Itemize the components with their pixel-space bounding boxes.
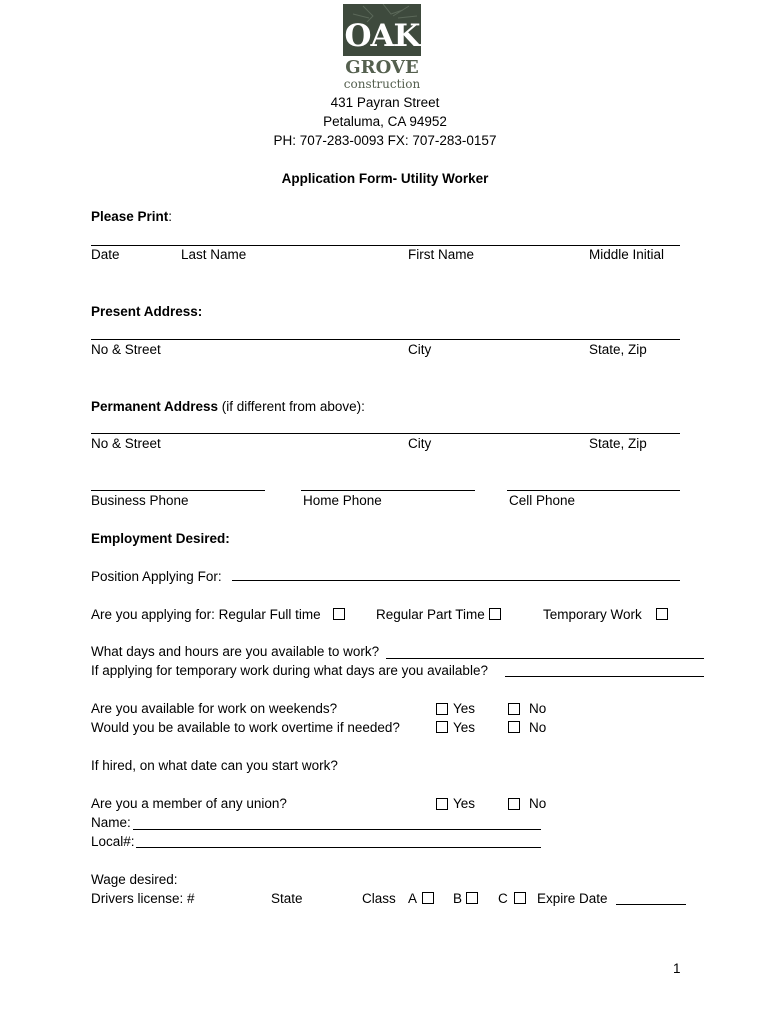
permanent-city-label: City bbox=[408, 436, 432, 451]
present-city-label: City bbox=[408, 342, 432, 357]
overtime-question: Would you be available to work overtime if needed? bbox=[91, 720, 400, 735]
union-yes-label: Yes bbox=[453, 796, 476, 811]
logo-construction-text: construction bbox=[343, 77, 421, 91]
temporary-days-label: If applying for temporary work during what days are you available? bbox=[91, 663, 488, 678]
label-last-name: Last Name bbox=[181, 247, 247, 262]
cell-phone-label: Cell Phone bbox=[509, 493, 576, 508]
expire-date-line[interactable] bbox=[616, 904, 686, 905]
present-state-zip-label: State, Zip bbox=[589, 342, 647, 357]
company-city: Petaluma, CA 94952 bbox=[323, 114, 447, 129]
temporary-label: Temporary Work bbox=[543, 607, 642, 622]
part-time-label: Regular Part Time bbox=[376, 607, 485, 622]
overtime-no-checkbox[interactable] bbox=[508, 721, 520, 733]
class-c-checkbox[interactable] bbox=[514, 892, 526, 904]
class-a-label: A bbox=[408, 891, 418, 906]
union-question: Are you a member of any union? bbox=[91, 796, 287, 811]
position-line[interactable] bbox=[232, 580, 680, 581]
business-phone-line[interactable] bbox=[91, 490, 265, 491]
weekends-yes-checkbox[interactable] bbox=[436, 703, 448, 715]
union-no-label: No bbox=[529, 796, 547, 811]
logo-grove-text: GROVE bbox=[345, 57, 419, 78]
union-local-line[interactable] bbox=[136, 847, 541, 848]
license-class-label: Class bbox=[362, 891, 396, 906]
position-label: Position Applying For: bbox=[91, 569, 222, 584]
permanent-state-zip-label: State, Zip bbox=[589, 436, 647, 451]
overtime-yes-checkbox[interactable] bbox=[436, 721, 448, 733]
weekends-question: Are you available for work on weekends? bbox=[91, 701, 338, 716]
weekends-yes-label: Yes bbox=[453, 701, 476, 716]
present-address-line[interactable] bbox=[91, 339, 680, 340]
permanent-street-label: No & Street bbox=[91, 436, 161, 451]
permanent-address-heading bbox=[91, 399, 365, 414]
logo-background bbox=[343, 4, 421, 56]
company-street: 431 Payran Street bbox=[330, 95, 440, 110]
logo-oak-text: OAK bbox=[344, 18, 420, 54]
expire-date-label: Expire Date bbox=[537, 891, 608, 906]
permanent-address-note: (if different from above): bbox=[218, 399, 365, 414]
present-address-heading: Present Address: bbox=[91, 304, 203, 319]
temporary-days-line[interactable] bbox=[505, 676, 704, 677]
class-b-checkbox[interactable] bbox=[466, 892, 478, 904]
start-date-question: If hired, on what date can you start work? bbox=[91, 758, 338, 773]
part-time-checkbox[interactable] bbox=[489, 608, 501, 620]
company-phone-fax: PH: 707-283-0093 FX: 707-283-0157 bbox=[273, 133, 497, 148]
applying-for-label: Are you applying for: Regular Full time bbox=[91, 607, 321, 622]
home-phone-line[interactable] bbox=[301, 490, 475, 491]
wage-label: Wage desired: bbox=[91, 872, 178, 887]
weekends-no-checkbox[interactable] bbox=[508, 703, 520, 715]
company-logo bbox=[343, 4, 421, 90]
class-b-label: B bbox=[453, 891, 463, 906]
days-hours-label: What days and hours are you available to work? bbox=[91, 644, 380, 659]
permanent-address-label: Permanent Address bbox=[91, 399, 219, 414]
overtime-no-label: No bbox=[529, 720, 547, 735]
full-time-checkbox[interactable] bbox=[333, 608, 345, 620]
home-phone-label: Home Phone bbox=[303, 493, 382, 508]
license-label: Drivers license: # bbox=[91, 891, 195, 906]
union-no-checkbox[interactable] bbox=[508, 798, 520, 810]
form-title: Application Form- Utility Worker bbox=[281, 171, 489, 186]
business-phone-label: Business Phone bbox=[91, 493, 189, 508]
name-row-line[interactable] bbox=[91, 245, 680, 246]
union-local-label: Local#: bbox=[91, 834, 135, 849]
label-middle-initial: Middle Initial bbox=[589, 247, 665, 262]
label-first-name: First Name bbox=[408, 247, 475, 262]
present-street-label: No & Street bbox=[91, 342, 161, 357]
class-c-label: C bbox=[498, 891, 508, 906]
weekends-no-label: No bbox=[529, 701, 547, 716]
union-name-label: Name: bbox=[91, 815, 131, 830]
please-print bbox=[91, 209, 172, 224]
license-state-label: State bbox=[271, 891, 303, 906]
please-print-suffix: : bbox=[168, 209, 173, 224]
union-yes-checkbox[interactable] bbox=[436, 798, 448, 810]
days-hours-line[interactable] bbox=[386, 658, 704, 659]
please-print-label: Please Print bbox=[91, 209, 169, 224]
page-number: 1 bbox=[673, 961, 681, 976]
cell-phone-line[interactable] bbox=[507, 490, 680, 491]
employment-heading: Employment Desired: bbox=[91, 531, 230, 546]
temporary-checkbox[interactable] bbox=[656, 608, 668, 620]
permanent-address-line[interactable] bbox=[91, 433, 680, 434]
label-date: Date bbox=[91, 247, 120, 262]
overtime-yes-label: Yes bbox=[453, 720, 476, 735]
union-name-line[interactable] bbox=[133, 829, 541, 830]
class-a-checkbox[interactable] bbox=[422, 892, 434, 904]
